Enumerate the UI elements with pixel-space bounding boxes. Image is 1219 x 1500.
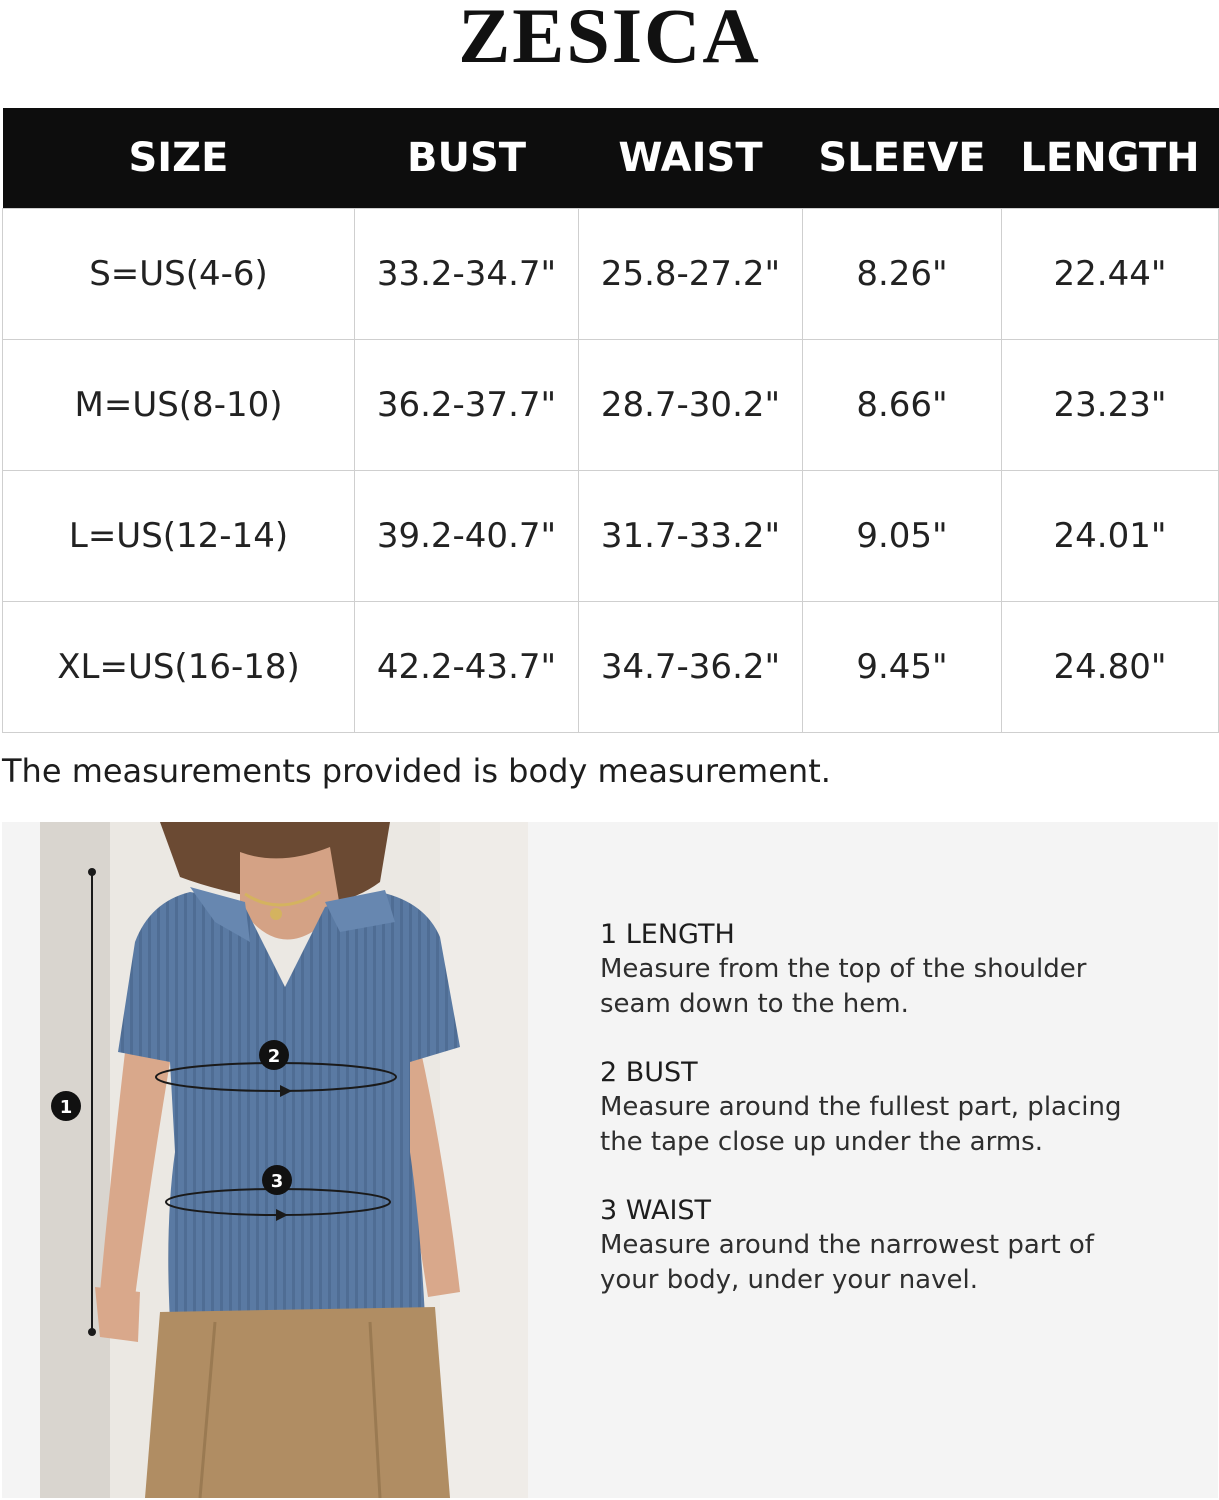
measurement-note: The measurements provided is body measurement. — [2, 752, 831, 790]
header-size: SIZE — [3, 108, 355, 209]
bust-cell: 36.2-37.7" — [355, 340, 579, 471]
sleeve-cell: 9.05" — [803, 471, 1002, 602]
size-cell: L=US(12-14) — [3, 471, 355, 602]
size-chart-table — [2, 108, 1219, 733]
bust-cell: 33.2-34.7" — [355, 209, 579, 340]
length-cell: 24.80" — [1002, 602, 1219, 733]
bust-cell: 39.2-40.7" — [355, 471, 579, 602]
step-description-line: Measure around the fullest part, placing — [600, 1092, 1122, 1122]
step-description-line: your body, under your navel. — [600, 1265, 978, 1295]
length-cell: 23.23" — [1002, 340, 1219, 471]
sleeve-cell: 8.26" — [803, 209, 1002, 340]
marker-1-label: 1 — [59, 1097, 73, 1118]
sleeve-cell: 9.45" — [803, 602, 1002, 733]
length-line-top-dot — [88, 868, 96, 876]
header-waist: WAIST — [579, 108, 803, 209]
wall-light — [440, 822, 528, 1498]
step-title: 2 BUST — [600, 1057, 698, 1088]
model-photo — [40, 822, 528, 1498]
table-row — [3, 471, 1219, 602]
step-title: 1 LENGTH — [600, 919, 735, 950]
length-cell: 22.44" — [1002, 209, 1219, 340]
marker-3-label: 3 — [270, 1171, 284, 1192]
step-description-line: the tape close up under the arms. — [600, 1127, 1043, 1157]
header-length: LENGTH — [1002, 108, 1219, 209]
table-header-row — [3, 108, 1219, 209]
header-bust: BUST — [355, 108, 579, 209]
length-cell: 24.01" — [1002, 471, 1219, 602]
step-description-line: Measure around the narrowest part of — [600, 1230, 1094, 1260]
step-length — [600, 918, 1200, 1022]
table-row — [3, 340, 1219, 471]
table-row — [3, 209, 1219, 340]
header-sleeve: SLEEVE — [803, 108, 1002, 209]
step-title: 3 WAIST — [600, 1195, 712, 1226]
wall-shadow — [40, 822, 110, 1498]
step-description-line: seam down to the hem. — [600, 989, 909, 1019]
waist-cell: 25.8-27.2" — [579, 209, 803, 340]
left-hand — [95, 1287, 140, 1342]
size-cell: S=US(4-6) — [3, 209, 355, 340]
necklace-pendant — [270, 908, 282, 920]
marker-2-label: 2 — [267, 1046, 281, 1067]
size-cell: XL=US(16-18) — [3, 602, 355, 733]
bust-cell: 42.2-43.7" — [355, 602, 579, 733]
step-bust — [600, 1056, 1200, 1160]
length-line-bottom-dot — [88, 1328, 96, 1336]
table-row — [3, 602, 1219, 733]
size-cell: M=US(8-10) — [3, 340, 355, 471]
step-description-line: Measure from the top of the shoulder — [600, 954, 1087, 984]
sleeve-cell: 8.66" — [803, 340, 1002, 471]
step-waist — [600, 1194, 1200, 1298]
waist-cell: 31.7-33.2" — [579, 471, 803, 602]
brand-logo: ZESICA — [458, 0, 761, 79]
measuring-instructions — [600, 918, 1200, 1332]
pants — [145, 1307, 450, 1498]
waist-cell: 34.7-36.2" — [579, 602, 803, 733]
waist-cell: 28.7-30.2" — [579, 340, 803, 471]
